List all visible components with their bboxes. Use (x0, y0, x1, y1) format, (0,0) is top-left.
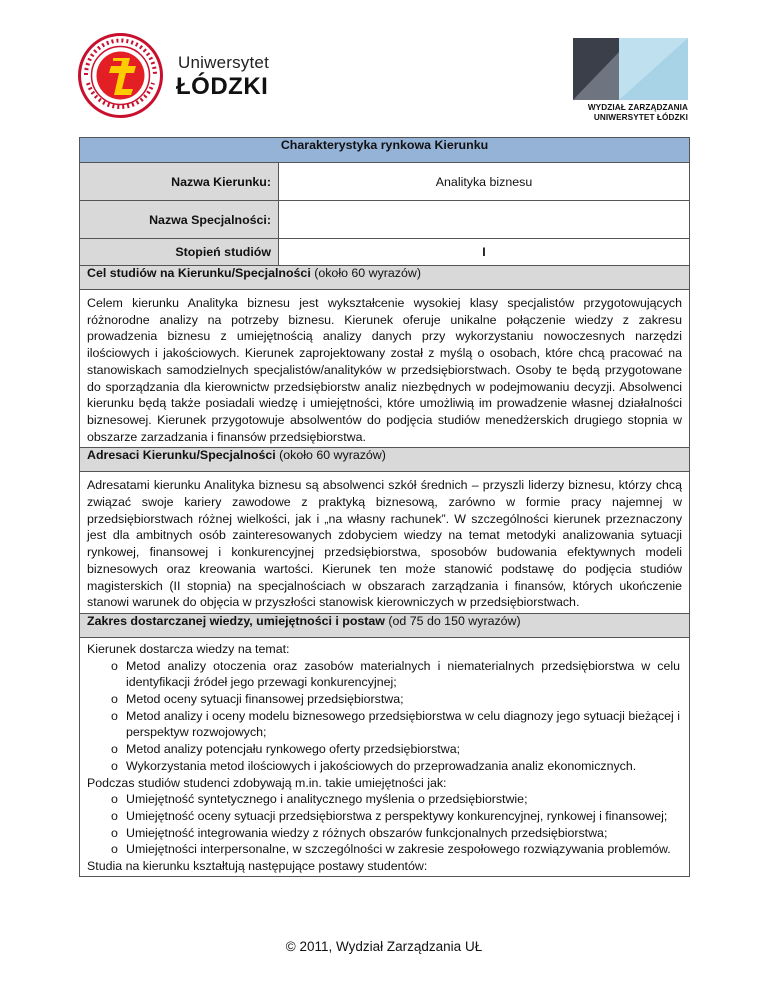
section-heading-text: Adresaci Kierunku/Specjalności (87, 448, 276, 463)
characteristics-table (79, 137, 690, 877)
university-logo (78, 33, 278, 118)
table-title: Charakterystyka rynkowa Kierunku (80, 138, 690, 163)
list-item: o Umiejętności interpersonalne, w szczególności w zakresie zespołowego rozwiązywania problemów. (111, 842, 671, 857)
faculty-logo (563, 38, 688, 122)
bullet-icon: o (111, 658, 118, 673)
section-body-goals (80, 290, 690, 448)
section-heading-text: Cel studiów na Kierunku/Specjalności (87, 266, 311, 280)
section-heading-goals (80, 266, 690, 290)
university-seal-icon (78, 33, 163, 118)
field-value-major: Analityka biznesu (279, 163, 690, 201)
bullet-icon: o (111, 842, 118, 857)
section-heading-note: (od 75 do 150 wyrazów) (384, 613, 521, 628)
field-label-degree: Stopień studiów (80, 239, 279, 266)
page-footer: © 2011, Wydział Zarządzania UŁ (285, 939, 483, 954)
section-heading-text: Zakres dostarczanej wiedzy, umiejętności i postaw (87, 613, 385, 628)
field-label-major: Nazwa Kierunku: (80, 163, 279, 201)
table-row (80, 239, 690, 266)
list-item: o Metod oceny sytuacji finansowej przedsiębiorstwa; (111, 692, 404, 707)
section-heading-row (80, 266, 690, 290)
field-label-specialty: Nazwa Specjalności: (80, 201, 279, 239)
faculty-logo-graphic-icon (573, 38, 688, 100)
table-title-row (80, 138, 690, 163)
field-value-specialty (279, 201, 690, 239)
skills-intro: Podczas studiów studenci zdobywają m.in. takie umiejętności jak: (87, 775, 447, 790)
list-item: o Metod analizy otoczenia oraz zasobów materialnych i niematerialnych przedsiębiorstwa w celu identyfikacji źródeł jego przewagi konkurencyjnej; (111, 658, 681, 690)
bullet-icon: o (111, 825, 118, 840)
section-body-scope (80, 637, 690, 876)
university-name-line1: Uniwersytet (178, 53, 270, 72)
attitudes-intro: Studia na kierunku kształtują następujące postawy studentów: (87, 859, 428, 874)
section-body-row (80, 290, 690, 448)
bullet-icon: o (111, 692, 118, 707)
table-row (80, 201, 690, 239)
section-heading-audience (80, 448, 690, 472)
list-item: o Umiejętność syntetycznego i analitycznego myślenia o przedsiębiorstwie; (111, 792, 528, 807)
section-heading-note: (około 60 wyrazów) (310, 266, 421, 280)
section-heading-row (80, 613, 690, 637)
section-paragraph: Adresatami kierunku Analityka biznesu są absolwenci szkół średnich – przyszli liderzy biznesu, którzy chcą związać swoje kariery zawodowe z praktyką biznesową, zarówno w formie pracy najemnej w przedsiębiorstwach różnej wielkości, jak i „na własny rachunek”. W szczególności kierunek przeznaczony jest dla ambitnych osób zainteresowanych zdobyciem wiedzy na temat metodyki analizowania sytuacji rynkowej, finansowej i konkurencyjnej przedsiębiorstwa, sposobów budowania efektywnych modeli biznesowych oraz kreowania wartości. Kierunek ten może stanowić podstawę do podjęcia studiów magisterskich (II stopnia) na specjalnościach w obszarach zarządzania i finansów, których ukończenie stanowi warunek do objęcia w przyszłości stanowisk kierowniczych w przedsiębiorstwach. (87, 478, 683, 610)
section-body-row (80, 637, 690, 876)
knowledge-intro: Kierunek dostarcza wiedzy na temat: (87, 641, 290, 656)
table-row (80, 163, 690, 201)
section-heading-scope (80, 613, 690, 637)
section-heading-row (80, 448, 690, 472)
faculty-name-line1: WYDZIAŁ ZARZĄDZANIA (587, 103, 688, 112)
university-name-line2: ŁÓDZKI (176, 73, 269, 100)
bullet-icon: o (111, 742, 118, 757)
section-heading-note: (około 60 wyrazów) (275, 448, 386, 463)
section-body-row (80, 472, 690, 614)
bullet-icon: o (111, 808, 118, 823)
faculty-name-line2: UNIWERSYTET ŁÓDZKI (593, 113, 688, 122)
bullet-icon: o (111, 758, 118, 773)
section-body-audience (80, 472, 690, 614)
field-value-degree: I (279, 239, 690, 266)
list-item: o Metod analizy i oceny modelu biznesowego przedsiębiorstwa w celu diagnozy jego sytuacji bieżącej i perspektyw rozwojowych; (111, 708, 681, 740)
skills-list (87, 791, 682, 858)
section-paragraph: Celem kierunku Analityka biznesu jest wykształcenie wysokiej klasy specjalistów przygotowujących różnorodne analizy na potrzeby biznesu. Kierunek oferuje unikalne połączenie wiedzy z zakresu prowadzenia biznesu z umiejętnością analizy danych przy wykorzystaniu nowoczesnych narzędzi ilościowych i jakościowych. Kierunek zaprojektowany został z myślą o osobach, które chcą pracować na stanowiskach samodzielnych specjalistów/analityków w przedsiębiorstwach. Osoby te będą przygotowane do sporządzania dla kierownictw przedsiębiorstw analiz niezbędnych w podejmowaniu decyzji. Absolwenci kierunku będą także posiadali wiedzę i umiejętności, które umożliwią im prowadzenie własnej działalności biznesowej. Kierunek przygotowuje absolwentów do podjęcia studiów menedżerskich drugiego stopnia w obszarze zarzadzania i finansów przedsiębiorstwa. (87, 296, 683, 444)
bullet-icon: o (111, 792, 118, 807)
list-item: o Umiejętność oceny sytuacji przedsiębiorstwa z perspektywy konkurencyjnej, rynkowej i finansowej; (111, 808, 668, 823)
bullet-icon: o (111, 708, 118, 723)
knowledge-list (87, 658, 682, 775)
list-item: o Wykorzystania metod ilościowych i jakościowych do przeprowadzania analiz ekonomicznych. (111, 758, 637, 773)
list-item: o Umiejętność integrowania wiedzy z różnych obszarów funkcjonalnych przedsiębiorstwa; (111, 825, 608, 840)
list-item: o Metod analizy potencjału rynkowego oferty przedsiębiorstwa; (111, 742, 461, 757)
